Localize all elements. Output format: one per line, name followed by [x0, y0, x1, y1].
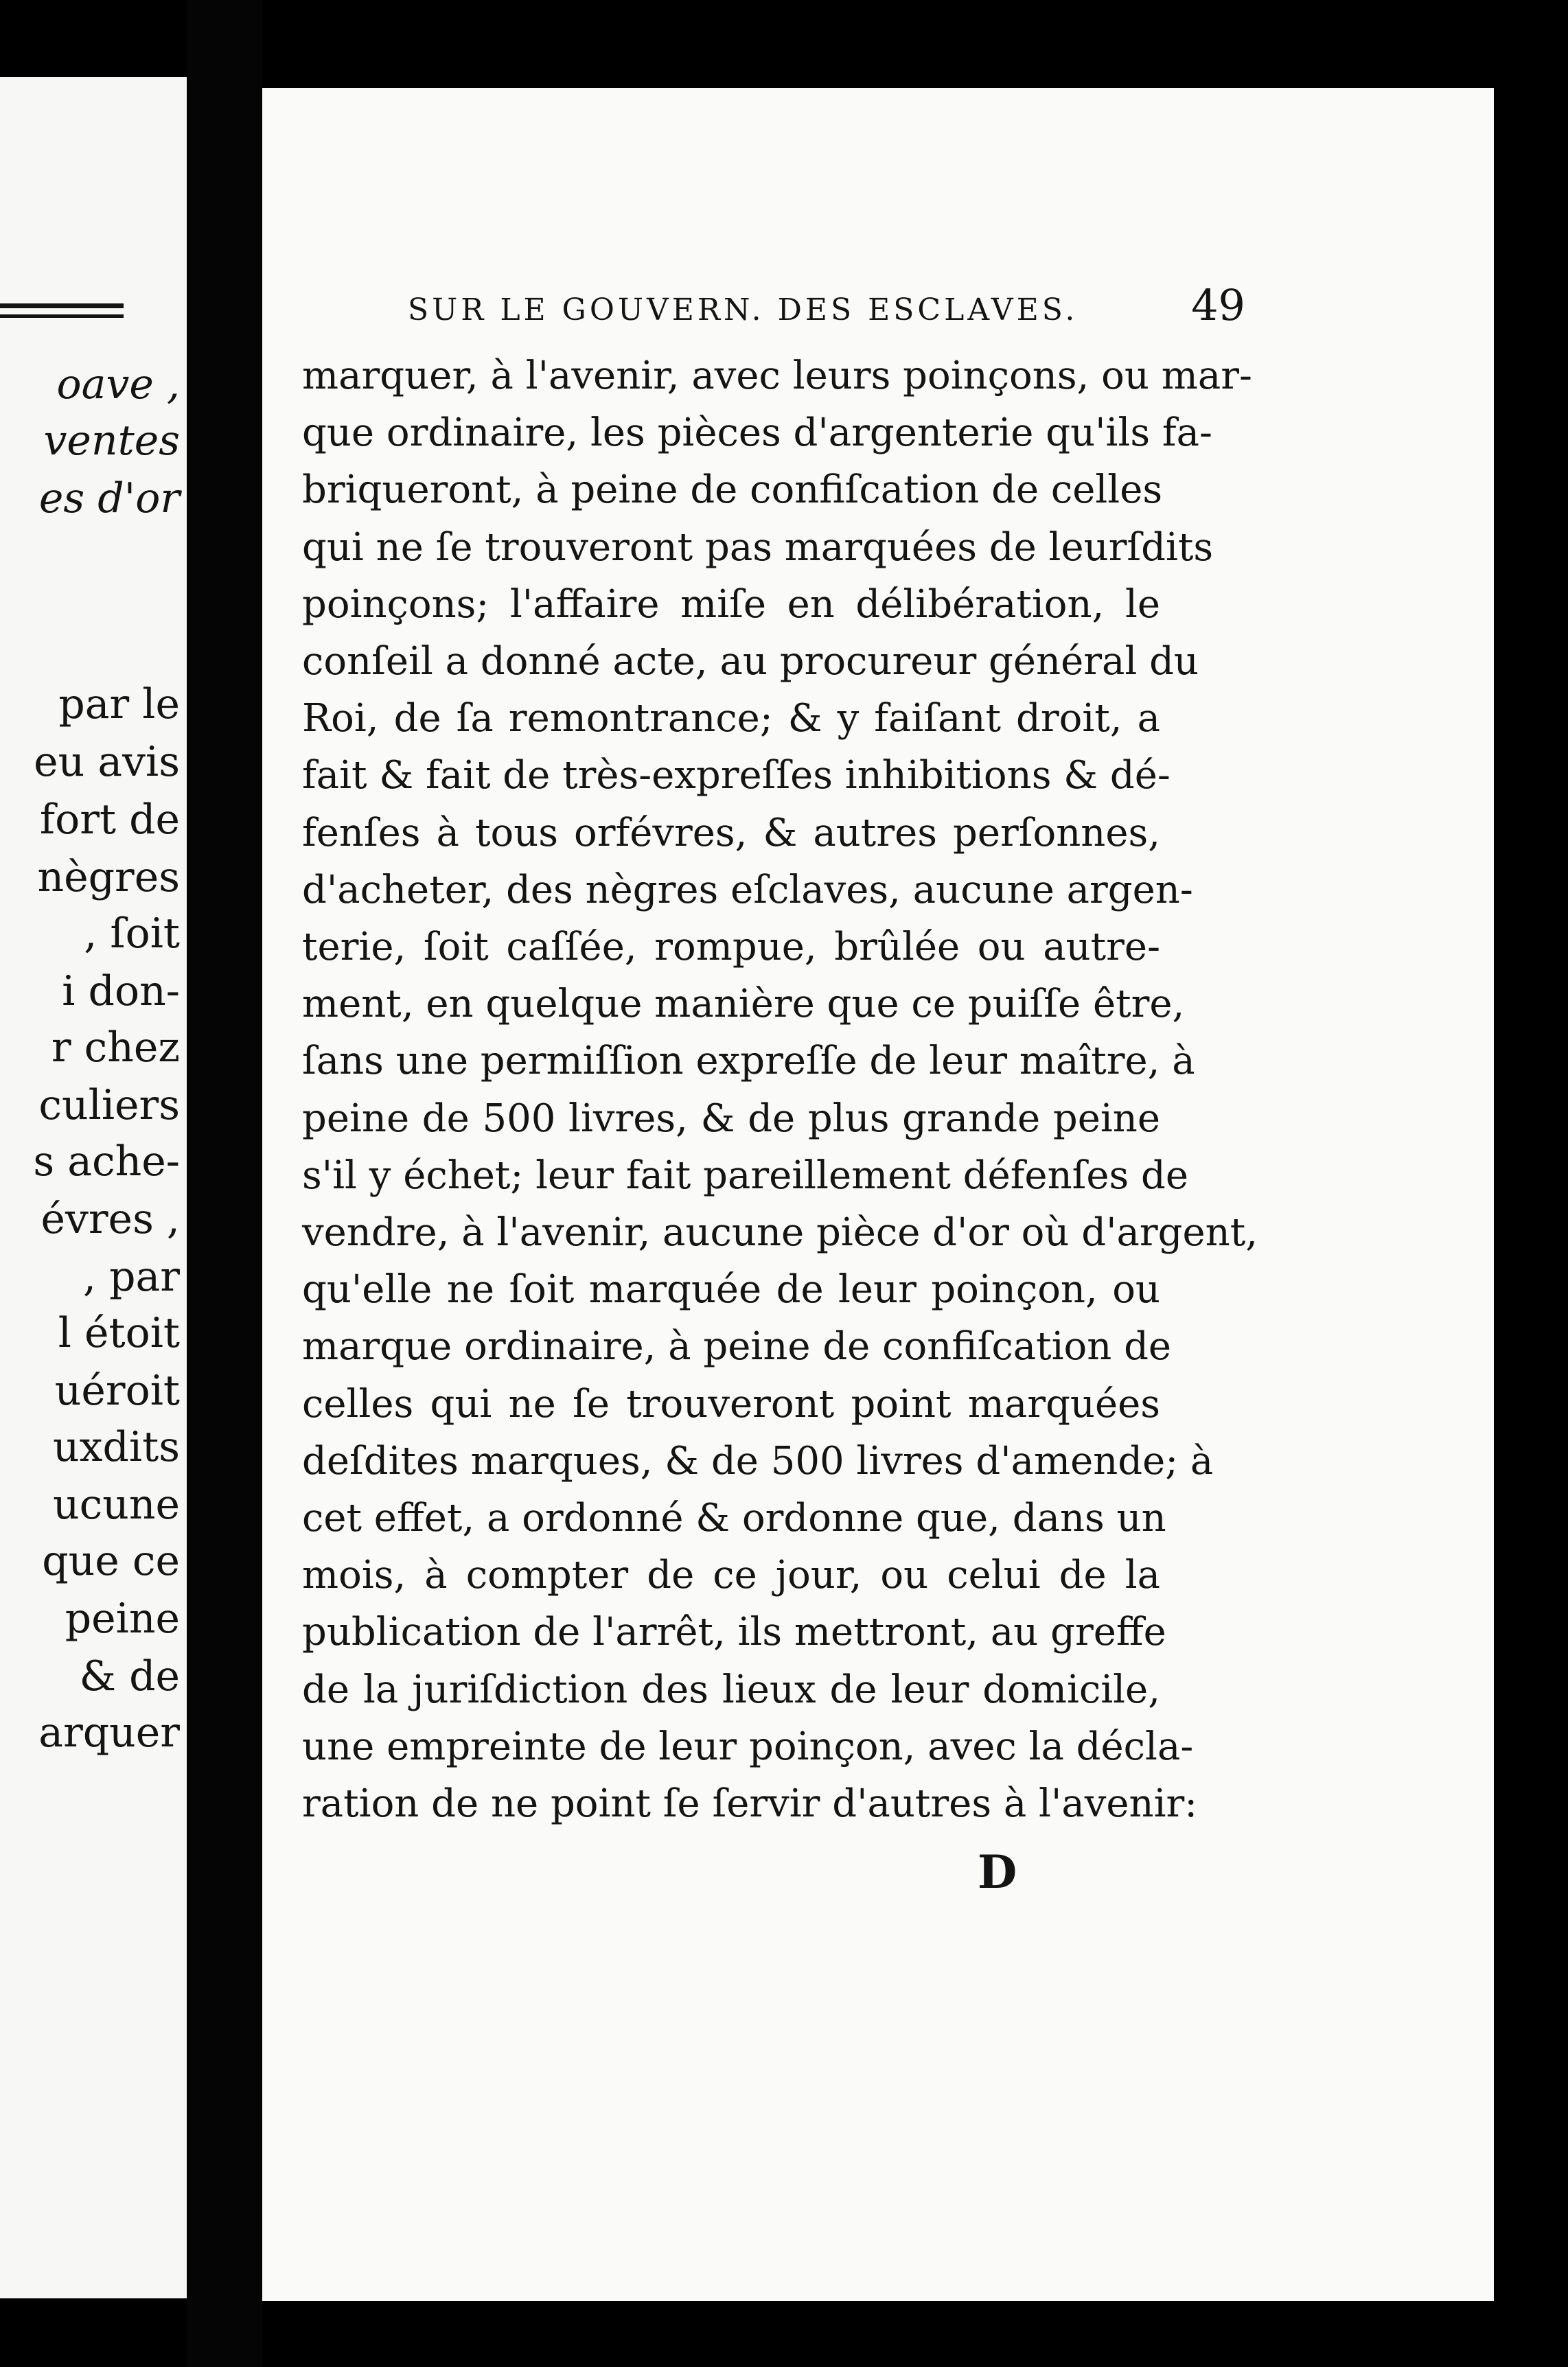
body-line: Roi, de ſa remontrance; & y faiſant droit, a — [302, 696, 1160, 741]
body-line: peine de 500 livres, & de plus grande peine — [302, 1096, 1160, 1141]
left-page-line: & de — [79, 1652, 180, 1700]
body-line: conſeil a donné acte, au procureur général du — [302, 639, 1199, 684]
left-page-line: oave , — [56, 360, 180, 408]
body-line: vendre, à l'avenir, aucune pièce d'or où d'argent, — [302, 1210, 1258, 1255]
body-line: briqueront, à peine de confiſcation de celles — [302, 467, 1163, 513]
left-page-line: i don- — [62, 967, 180, 1015]
left-page-line: évres , — [41, 1195, 180, 1243]
body-line: d'acheter, des nègres eſclaves, aucune argen- — [302, 867, 1193, 912]
body-line: fenſes à tous orfévres, & autres perſonnes, — [302, 810, 1160, 855]
left-page-rule-thick — [0, 303, 124, 308]
body-line: marquer, à l'avenir, avec leurs poinçons, ou mar- — [302, 354, 1252, 398]
left-page-line: arquer — [38, 1709, 180, 1757]
body-line: qui ne ſe trouveront pas marquées de leurſdits — [302, 524, 1214, 570]
left-page-line: eu avis — [34, 738, 180, 786]
left-page-line: ventes — [43, 417, 180, 465]
left-page-line: fort de — [39, 796, 180, 844]
body-line: ration de ne point ſe ſervir d'autres à l'avenir: — [302, 1781, 1198, 1826]
body-line: s'il y échet; leur fait pareillement défenſes de — [302, 1153, 1189, 1198]
left-page-line: ucune — [52, 1481, 180, 1529]
left-page-line: peine — [65, 1595, 180, 1643]
left-facing-page — [0, 77, 187, 2298]
body-line: de la juriſdiction des lieux de leur domicile, — [302, 1667, 1160, 1712]
body-line: celles qui ne ſe trouveront point marquées — [302, 1381, 1160, 1427]
body-line: publication de l'arrêt, ils mettront, au greffe — [302, 1610, 1166, 1655]
right-background — [1494, 0, 1568, 2367]
left-page-line: par le — [58, 680, 180, 728]
left-page-line: es d'or — [38, 474, 180, 522]
body-line: poinçons; l'affaire miſe en délibération, le — [302, 581, 1160, 627]
left-page-line: nègres — [37, 853, 180, 901]
body-line: une empreinte de leur poinçon, avec la décla- — [302, 1724, 1194, 1769]
left-page-line: l étoit — [58, 1309, 180, 1357]
left-page-line: , par — [82, 1253, 180, 1301]
left-page-line: , ſoit — [84, 910, 180, 958]
left-page-line: uéroit — [54, 1367, 180, 1415]
body-line: fait & fait de très-expreſſes inhibitions & dé- — [302, 753, 1171, 798]
left-page-rule-thin — [0, 314, 124, 318]
signature-mark: D — [978, 1845, 1017, 1899]
running-head — [408, 280, 1245, 330]
left-page-line: que ce — [42, 1537, 180, 1585]
body-line: cet effet, a ordonné & ordonne que, dans un — [302, 1496, 1166, 1540]
left-page-line: r chez — [51, 1024, 180, 1072]
left-page-line: uxdits — [53, 1423, 180, 1471]
left-page-line: culiers — [38, 1081, 180, 1129]
body-line: qu'elle ne ſoit marquée de leur poinçon, ou — [302, 1267, 1160, 1313]
book-gutter — [187, 0, 262, 2367]
body-line: deſdites marques, & de 500 livres d'amende; à — [302, 1438, 1214, 1483]
body-line: terie, ſoit caſſée, rompue, brûlée ou autre- — [302, 925, 1160, 969]
body-line: ment, en quelque manière que ce puiſſe être, — [302, 982, 1185, 1027]
body-line: ſans une permiſſion expreſſe de leur maître, à — [302, 1039, 1195, 1084]
page-number: 49 — [1191, 280, 1245, 330]
left-page-line: s ache- — [33, 1138, 180, 1186]
running-title: SUR LE GOUVERN. DES ESCLAVES. — [408, 292, 1079, 327]
body-line: que ordinaire, les pièces d'argenterie qu'ils fa- — [302, 411, 1212, 456]
body-line: marque ordinaire, à peine de confiſcation de — [302, 1324, 1172, 1370]
main-page — [262, 88, 1494, 2301]
body-line: mois, à compter de ce jour, ou celui de la — [302, 1553, 1160, 1598]
